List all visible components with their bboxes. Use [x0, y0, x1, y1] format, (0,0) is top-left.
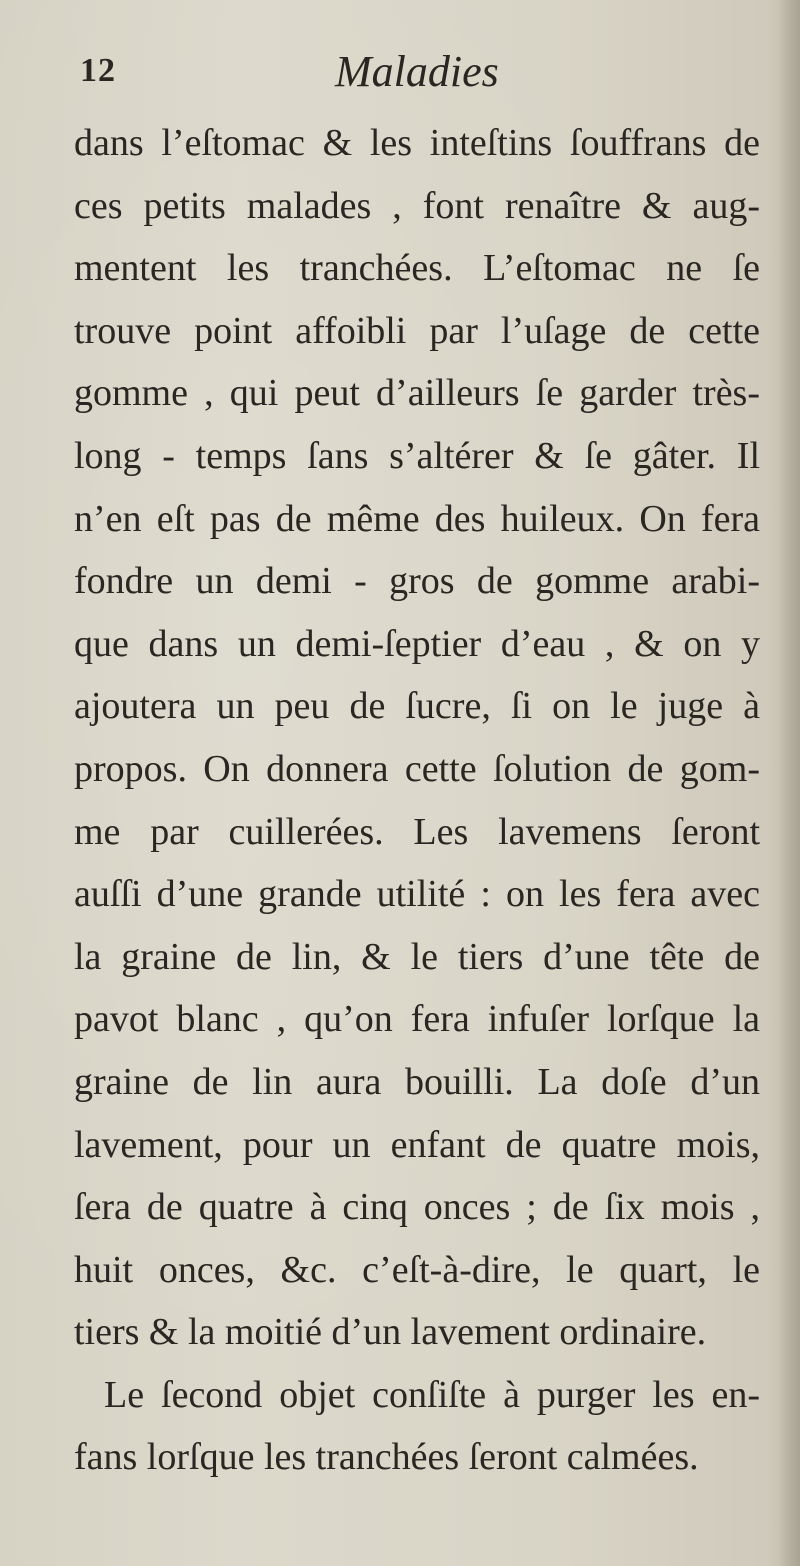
text-line: que dans un demi-ſeptier d’eau , & on y	[74, 622, 760, 665]
text-line: graine de lin aura bouilli. La doſe d’un	[74, 1060, 760, 1103]
text-line: long - temps ſans s’altérer & ſe gâter. Il	[74, 434, 760, 477]
text-line: propos. On donnera cette ſolution de gom-	[74, 747, 760, 790]
text-line: ajoutera un peu de ſucre, ſi on le juge à	[74, 685, 760, 728]
body-text	[74, 112, 760, 1489]
text-line: trouve point affoibli par l’uſage de cette	[74, 309, 760, 352]
text-line: me par cuillerées. Les lavemens ſeront	[74, 810, 760, 853]
text-line: pavot blanc , qu’on fera infuſer lorſque la	[74, 998, 760, 1041]
page-edge-shadow	[778, 0, 800, 1566]
text-line: n’en eſt pas de même des huileux. On fera	[74, 497, 760, 540]
text-line: tiers & la moitié d’un lavement ordinaire.	[74, 1311, 707, 1354]
text-line: mentent les tranchées. L’eſtomac ne ſe	[74, 247, 760, 290]
text-line: ſera de quatre à cinq onces ; de ſix mois ,	[74, 1186, 760, 1229]
text-line: dans l’eſtomac & les inteſtins ſouffrans de	[74, 122, 760, 164]
running-title: Maladies	[335, 47, 499, 96]
page-header	[80, 46, 760, 106]
text-line: gomme , qui peut d’ailleurs ſe garder très-	[74, 372, 760, 415]
text-line: huit onces, &c. c’eſt-à-dire, le quart, le	[74, 1248, 760, 1291]
page-number: 12	[80, 52, 116, 89]
text-line: lavement, pour un enfant de quatre mois,	[74, 1123, 760, 1166]
text-line: la graine de lin, & le tiers d’une tête de	[74, 935, 760, 978]
text-line: fondre un demi - gros de gomme arabi-	[74, 560, 760, 603]
text-line: ces petits malades , font renaître & aug-	[74, 184, 760, 227]
text-line: Le ſecond objet conſiſte à purger les en-	[104, 1373, 760, 1416]
text-line: fans lorſque les tranchées ſeront calmées.	[74, 1436, 699, 1479]
text-line: auſſi d’une grande utilité : on les fera avec	[74, 873, 760, 916]
